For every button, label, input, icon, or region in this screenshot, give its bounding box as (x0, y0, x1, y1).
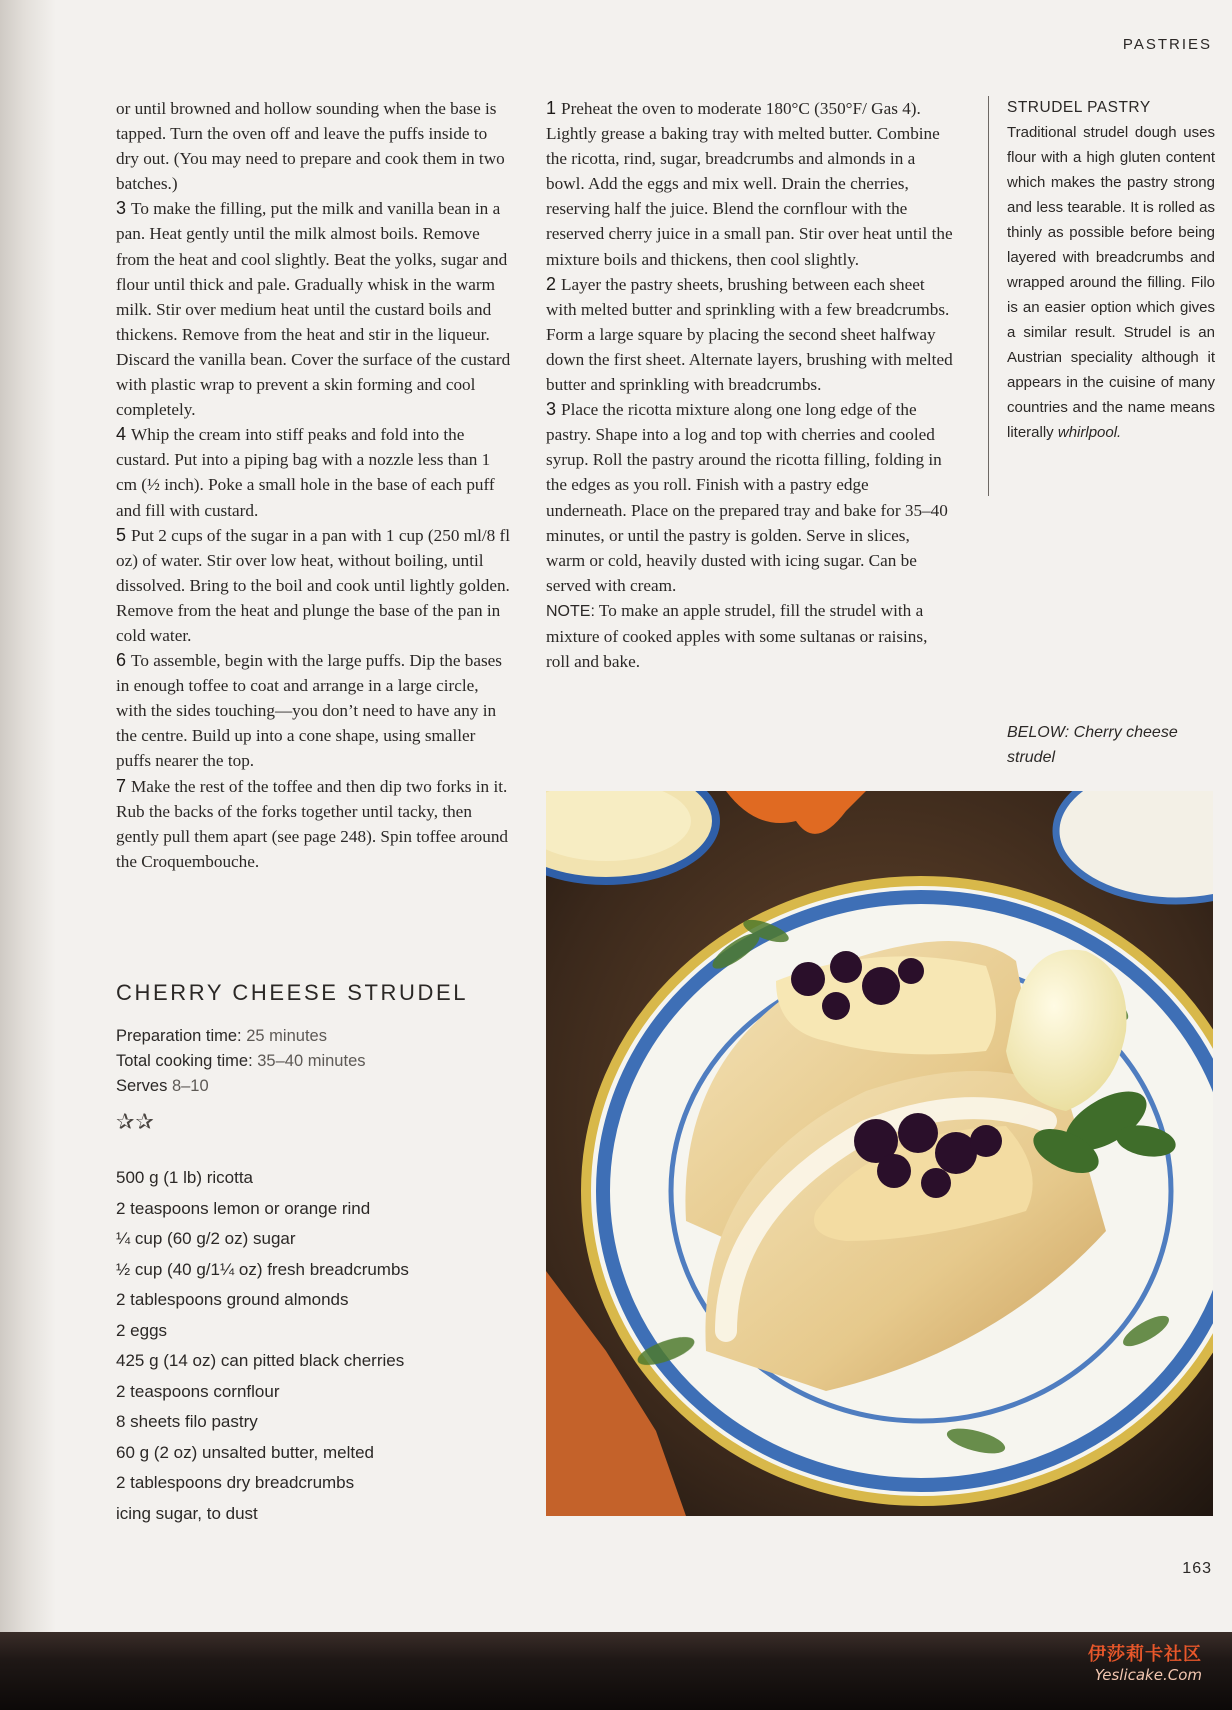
croquembouche-step-6: 6 To assemble, begin with the large puffs. Dip the bases in enough toffee to coat and arrange in a large circle, with the sides touching—you don’t need to have any in the centre. Build up into a cone shape, using smaller puffs nearer the top. (116, 650, 502, 771)
recipe-meta (116, 1024, 366, 1099)
ingredient-item: 2 teaspoons cornflour (116, 1381, 280, 1401)
prep-time: Preparation time: 25 minutes (116, 1027, 327, 1045)
ingredient-item: 2 tablespoons dry breadcrumbs (116, 1473, 355, 1492)
ingredient-item: 8 sheets filo pastry (116, 1412, 258, 1431)
ingredient-item: 425 g (14 oz) can pitted black cherries (116, 1351, 405, 1370)
recipe-title: CHERRY CHEESE STRUDEL (116, 980, 469, 1005)
difficulty-star-icon: ✰✰ (116, 1110, 155, 1135)
strudel-step-1: 1 Preheat the oven to moderate 180°C (350°F/ Gas 4). Lightly grease a baking tray with melted butter. Combine the ricotta, rind, sugar, breadcrumbs and almonds in a bowl. Add the eggs and mix well. Drain the cherries, reserving half the juice. Blend the cornflour with the reserved cherry juice in a small pan. Stir over heat until the mixture boils and thickens, then cool slightly. (546, 98, 953, 269)
croquembouche-step-5: 5 Put 2 cups of the sugar in a pan with 1 cup (250 ml/8 fl oz) of water. Stir over low heat, without boiling, until dissolved. Bring to the boil and cook until lightly golden. Remove from the heat and plunge the base of the pan in cold water. (116, 524, 511, 645)
strudel-note: NOTE: To make an apple strudel, fill the strudel with a mixture of cooked apples with some sultanas or raisins, roll and bake. (546, 600, 928, 672)
ingredient-item: 2 teaspoons lemon or orange rind (116, 1198, 371, 1218)
running-head: PASTRIES (1122, 36, 1212, 53)
book-gutter (0, 0, 56, 1632)
sidebar-title: STRUDEL PASTRY (1007, 99, 1151, 116)
sidebar-body: Traditional strudel dough uses flour with a high gluten content which makes the pastry strong and less tearable. It is rolled as thinly as possible before being layered with breadcrumbs and wrapped around the filling. Filo is an easier option which gives a similar result. Strudel is an Austrian speciality although it appears in the cuisine of many countries and the name means literally whirlpool. (1007, 124, 1215, 441)
photo-caption: BELOW: Cherry cheese strudel (1007, 724, 1178, 766)
cook-time: Total cooking time: 35–40 minutes (116, 1052, 366, 1070)
sidebar-strudel-pastry (1007, 96, 1215, 445)
scan-bottom-band (0, 1632, 1232, 1710)
ingredient-item: 500 g (1 lb) ricotta (116, 1168, 254, 1187)
ingredient-item: ¼ cup (60 g/2 oz) sugar (116, 1229, 296, 1248)
strudel-step-3: 3 Place the ricotta mixture along one long edge of the pastry. Shape into a log and top with cherries and cooled syrup. Roll the pastry around the ricotta filling, folding in the edges as you roll. Finish with a pastry edge underneath. Place on the prepared tray and bake for 35–40 minutes, or until the pastry is golden. Serve in slices, warm or cold, heavily dusted with icing sugar. Can be served with cream. (546, 399, 948, 595)
left-column (116, 96, 511, 874)
intro-paragraph: or until browned and hollow sounding when the base is tapped. Turn the oven off and leave the puffs inside to dry out. (You may need to prepare and cook them in two batches.) (116, 99, 505, 194)
middle-column (546, 96, 953, 674)
ingredient-item: icing sugar, to dust (116, 1503, 258, 1523)
ingredient-item: 60 g (2 oz) unsalted butter, melted (116, 1442, 374, 1462)
croquembouche-step-3: 3 To make the filling, put the milk and vanilla bean in a pan. Heat gently until the milk almost boils. Remove from the heat and cool slightly. Beat the yolks, sugar and flour until thick and pale. Gradually whisk in the warm milk. Stir over medium heat until the custard boils and thickens. Remove from the heat and stir in the liqueur. Discard the vanilla bean. Cover the surface of the custard with plastic wrap to prevent a skin forming and cool completely. (116, 198, 511, 420)
sidebar-divider (988, 96, 989, 496)
site-watermark: 伊莎莉卡社区 Yeslicake.Com (1088, 1644, 1202, 1684)
ingredient-list (116, 1163, 409, 1529)
ingredient-item: ½ cup (40 g/1¼ oz) fresh breadcrumbs (116, 1259, 409, 1279)
strudel-step-2: 2 Layer the pastry sheets, brushing between each sheet with melted butter and sprinkling with a few breadcrumbs. Form a large square by placing the second sheet halfway down the first sheet. Alternate layers, brushing with melted butter and sprinkling with breadcrumbs. (546, 273, 953, 395)
cherry-strudel-photo (546, 791, 1213, 1516)
croquembouche-step-7: 7 Make the rest of the toffee and then dip two forks in it. Rub the backs of the forks together until tacky, then gently pull them apart (see page 248). Spin toffee around the Croquembouche. (116, 775, 509, 871)
serves: Serves 8–10 (116, 1077, 209, 1095)
croquembouche-step-4: 4 Whip the cream into stiff peaks and fold into the custard. Put into a piping bag with a nozzle less than 1 cm (½ inch). Poke a small hole in the base of each puff and fill with custard. (116, 424, 495, 520)
ingredient-item: 2 eggs (116, 1320, 168, 1340)
ingredient-item: 2 tablespoons ground almonds (116, 1290, 349, 1309)
page-number: 163 (1182, 1560, 1212, 1577)
